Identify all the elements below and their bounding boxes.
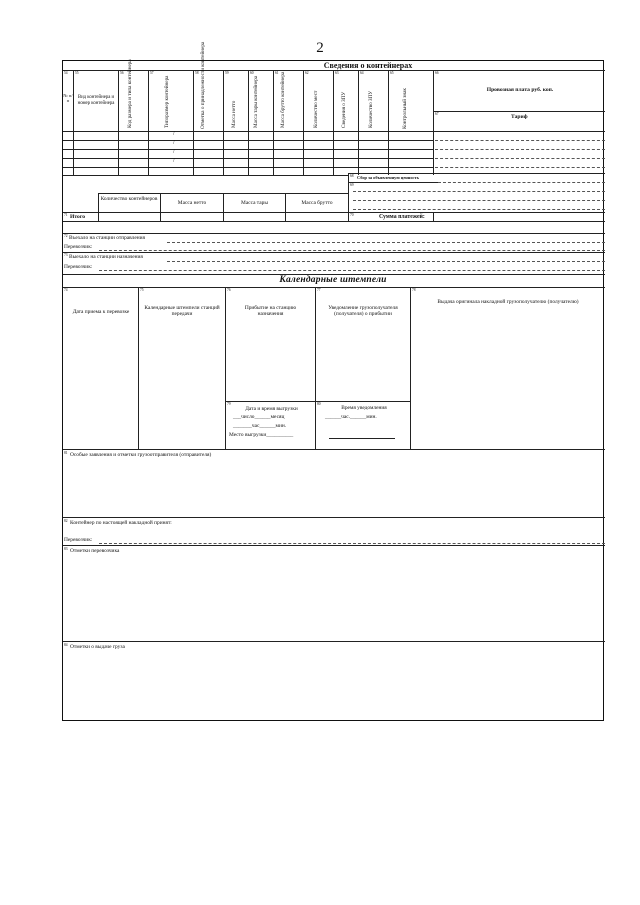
exited-station-label: Выехало на станции назначения xyxy=(69,254,143,260)
col-number: 60 xyxy=(250,71,254,75)
col-number: 56 xyxy=(120,71,124,75)
delivery-marks-label: Отметки о выдаче груза xyxy=(70,644,125,650)
dotted-line xyxy=(353,200,605,201)
dotted-line xyxy=(435,149,605,150)
col-divider xyxy=(433,212,434,221)
col-number: 57 xyxy=(150,71,154,75)
totals-gross-label: Масса брутто xyxy=(301,200,333,206)
field-number: 69 xyxy=(350,183,354,187)
field-number: 80 xyxy=(317,402,321,406)
rule xyxy=(63,221,605,222)
accepted-carrier-label: Перевозчик: xyxy=(64,537,93,543)
header-row-num: № п/п xyxy=(63,93,73,104)
col-divider xyxy=(333,70,334,175)
fee-title: Провозная плата руб. коп. xyxy=(486,87,554,93)
field-number: 75 xyxy=(140,288,144,292)
dotted-line xyxy=(99,250,605,251)
carrier-label-2: Перевозчик: xyxy=(64,264,93,270)
rule xyxy=(348,173,605,174)
field-number: 82 xyxy=(64,519,68,523)
header-size-type-code: Код размера и типа контейнера xyxy=(127,59,133,128)
rule xyxy=(433,111,605,112)
rule xyxy=(63,175,348,176)
field-number: 81 xyxy=(64,451,68,455)
field-number: 74 xyxy=(64,288,68,292)
field-number: 78 xyxy=(412,288,416,292)
field-number: 71 xyxy=(64,213,68,217)
rule xyxy=(63,287,605,288)
rule xyxy=(348,212,605,213)
totals-tare-label: Масса тары xyxy=(241,200,268,206)
col-divider xyxy=(315,287,316,449)
slash-mark: / xyxy=(173,131,175,137)
col-number: 65 xyxy=(390,71,394,75)
rule xyxy=(63,70,605,71)
header-places-count: Количество мест xyxy=(313,90,319,128)
slash-mark: / xyxy=(173,158,175,164)
header-gross-mass: Масса брутто контейнера xyxy=(280,71,286,128)
table-row xyxy=(63,140,433,141)
col-divider xyxy=(225,287,226,449)
col-divider xyxy=(73,70,74,175)
waybill-form xyxy=(62,41,604,721)
table-row xyxy=(63,149,433,150)
rule xyxy=(63,212,348,213)
col-divider xyxy=(410,287,411,449)
stamp-col-accept-date: Дата приема к перевозке xyxy=(72,309,130,315)
stamp-col-transfer-stations: Календарные штемпели станций передачи xyxy=(144,305,220,318)
header-control-mark: Контрольный знак xyxy=(402,88,408,129)
stamp-col-original-delivery: Выдача оригинала накладной грузополучателю (получателю) xyxy=(437,299,579,305)
notify-title: Время уведомления xyxy=(341,405,387,411)
col-number: 66 xyxy=(435,71,439,75)
signature-line xyxy=(329,438,395,439)
slash-mark: / xyxy=(173,149,175,155)
stamps-title: Календарные штемпели xyxy=(279,275,387,285)
col-number: 54 xyxy=(64,71,68,75)
header-container-type: Типоразмер контейнера xyxy=(164,75,170,128)
col-divider xyxy=(433,70,434,175)
col-divider xyxy=(358,70,359,175)
field-number: 73 xyxy=(64,253,68,257)
accepted-label: Контейнер по настоящей накладной принят: xyxy=(70,520,172,526)
dotted-line xyxy=(435,167,605,168)
header-container-number: Вид контейнера и номер контейнера xyxy=(77,95,115,106)
rule xyxy=(63,449,605,450)
tariff-label: Тариф xyxy=(511,114,528,120)
stamp-col-arrival: Прибытие на станцию назначения xyxy=(244,305,297,318)
notify-time: ______час.______мин. xyxy=(325,414,377,420)
table-row xyxy=(63,158,433,159)
rule xyxy=(348,182,438,183)
col-divider xyxy=(138,287,139,449)
rule xyxy=(63,233,605,234)
header-tare-mass: Масса тары контейнера xyxy=(253,75,259,128)
rule xyxy=(63,545,605,546)
unload-title: Дата и время выгрузки xyxy=(245,406,298,412)
col-number: 64 xyxy=(360,71,364,75)
col-divider xyxy=(148,70,149,175)
col-divider xyxy=(273,70,274,175)
entered-station-label: Въехало на станции отправления xyxy=(69,235,145,241)
unload-time: _______час______мин. xyxy=(233,423,287,429)
declared-value-fee: Сбор за объявленную ценность xyxy=(357,175,419,180)
slash-mark: / xyxy=(173,140,175,146)
table-row xyxy=(63,167,433,168)
field-number: 84 xyxy=(64,643,68,647)
header-zpu-count: Количество ЗПУ xyxy=(368,90,374,128)
containers-title: Сведения о контейнерах xyxy=(323,61,413,70)
unload-day: ___число______месяц xyxy=(233,414,285,420)
carrier-label-1: Перевозчик: xyxy=(64,244,93,250)
field-number: 68 xyxy=(350,174,354,178)
page-number: 2 xyxy=(316,40,324,56)
special-notes-label: Особые заявления и отметки грузоотправителя (отправителя) xyxy=(70,452,212,458)
totals-label: Итого xyxy=(70,214,86,220)
col-divider xyxy=(118,70,119,175)
col-number: 58 xyxy=(195,71,199,75)
field-number: 77 xyxy=(317,288,321,292)
dotted-line xyxy=(435,158,605,159)
field-number: 70 xyxy=(350,213,354,217)
unload-place: Место выгрузки__________ xyxy=(229,432,294,438)
dotted-line xyxy=(353,209,605,210)
dotted-line xyxy=(99,270,605,271)
col-divider xyxy=(248,70,249,175)
col-divider xyxy=(285,193,286,221)
dotted-line xyxy=(353,191,605,192)
sum-label: Сумма платежей: xyxy=(379,214,425,220)
header-net-mass: Масса нетто xyxy=(231,100,237,128)
rule xyxy=(63,131,605,132)
col-divider xyxy=(223,70,224,175)
totals-net-label: Масса нетто xyxy=(177,200,207,206)
dotted-line xyxy=(438,182,605,183)
dotted-line xyxy=(435,140,605,141)
dotted-line xyxy=(167,242,605,243)
col-divider xyxy=(303,70,304,175)
dotted-line xyxy=(167,261,605,262)
col-divider xyxy=(160,193,161,221)
field-number: 76 xyxy=(227,288,231,292)
totals-count-label: Количество контейнеров xyxy=(100,196,158,202)
col-number: 55 xyxy=(75,71,79,75)
field-number: 79 xyxy=(227,402,231,406)
rule xyxy=(63,641,605,642)
col-number: 62 xyxy=(305,71,309,75)
field-number: 83 xyxy=(64,547,68,551)
stamp-col-notification: Уведомление грузополучателя (получателя) о прибытии xyxy=(328,305,398,318)
rule xyxy=(63,517,605,518)
col-divider xyxy=(348,173,349,221)
field-number: 72 xyxy=(64,234,68,238)
carrier-marks-label: Отметки перевозчика xyxy=(70,548,120,554)
col-divider xyxy=(193,70,194,175)
col-number: 59 xyxy=(225,71,229,75)
header-owner: Отметка о принадлежности контейнера xyxy=(200,41,206,129)
header-zpu-info: Сведения о ЗПУ xyxy=(341,91,347,128)
col-divider xyxy=(388,70,389,175)
rule xyxy=(63,252,605,253)
dotted-line xyxy=(99,543,605,544)
col-number: 61 xyxy=(275,71,279,75)
col-number: 63 xyxy=(335,71,339,75)
col-divider xyxy=(223,193,224,221)
field-number: 67 xyxy=(435,112,439,116)
